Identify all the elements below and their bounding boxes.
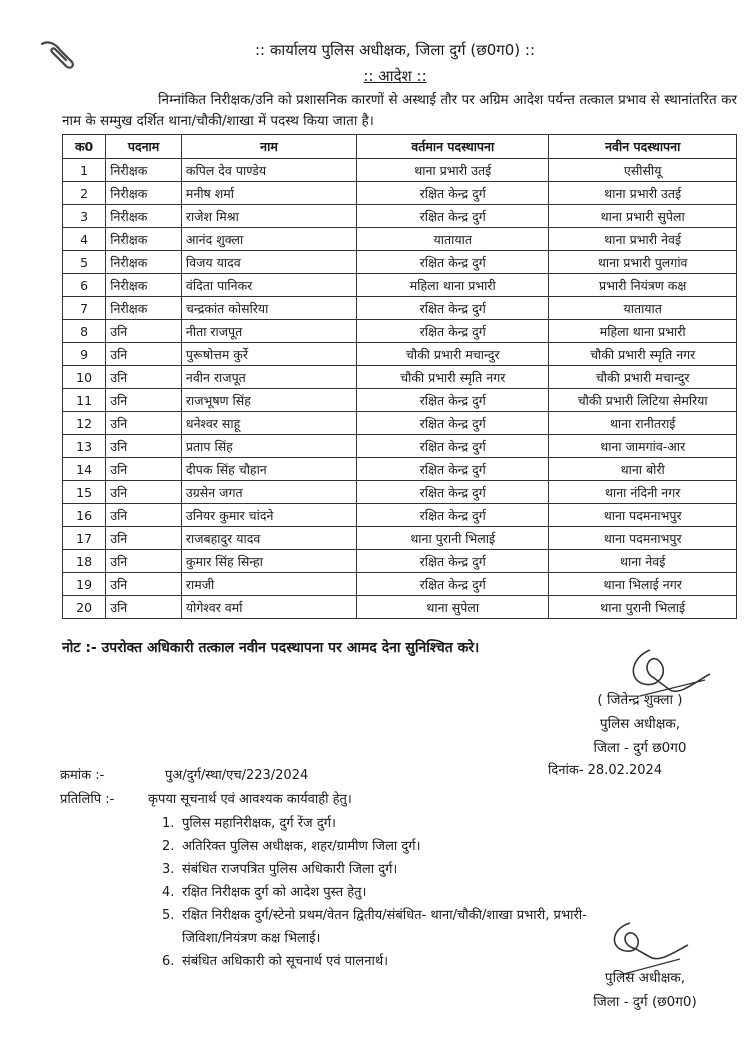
signatory-2-designation: पुलिस अधीक्षक, bbox=[604, 970, 686, 986]
transfer-table bbox=[62, 134, 737, 619]
table-row bbox=[63, 159, 737, 182]
table-row bbox=[63, 182, 737, 205]
cell-new-posting: थाना प्रभारी नेवई bbox=[549, 228, 737, 251]
cell-rank: उनि bbox=[106, 527, 182, 550]
cell-current-posting: रक्षित केन्द्र दुर्ग bbox=[357, 205, 549, 228]
cell-current-posting: महिला थाना प्रभारी bbox=[357, 274, 549, 297]
list-item bbox=[162, 812, 732, 835]
cell-new-posting: थाना पुरानी भिलाई bbox=[549, 596, 737, 619]
cell-serial: 18 bbox=[63, 550, 106, 573]
cell-name: राजबहादुर यादव bbox=[181, 527, 356, 550]
cell-rank: निरीक्षक bbox=[106, 274, 182, 297]
cell-name: राजभूषण सिंह bbox=[181, 389, 356, 412]
table-row bbox=[63, 458, 737, 481]
cell-new-posting: थाना जामगांव-आर bbox=[549, 435, 737, 458]
cell-name: मनीष शर्मा bbox=[181, 182, 356, 205]
cell-rank: निरीक्षक bbox=[106, 297, 182, 320]
cell-new-posting: चौकी प्रभारी स्मृति नगर bbox=[549, 343, 737, 366]
table-row bbox=[63, 251, 737, 274]
cell-new-posting: थाना प्रभारी पुलगांव bbox=[549, 251, 737, 274]
office-heading: :: कार्यालय पुलिस अधीक्षक, जिला दुर्ग (छ0ग0) :: bbox=[254, 41, 535, 59]
list-item-number: 3. bbox=[162, 862, 175, 877]
table-row bbox=[63, 412, 737, 435]
list-item bbox=[162, 835, 732, 858]
cell-rank: उनि bbox=[106, 435, 182, 458]
col-name: नाम bbox=[181, 135, 356, 159]
list-item-text: रक्षित निरीक्षक दुर्ग को आदेश पुस्त हेतु। bbox=[182, 885, 367, 900]
table-row bbox=[63, 504, 737, 527]
table-header-row bbox=[63, 135, 737, 159]
cell-serial: 1 bbox=[63, 159, 106, 182]
cell-new-posting: चौकी प्रभारी मचान्दुर bbox=[549, 366, 737, 389]
note-text: नोट :- उपरोक्त अधिकारी तत्काल नवीन पदस्थापना पर आमद देना सुनिश्चित करे। bbox=[62, 640, 480, 656]
list-item bbox=[162, 881, 732, 904]
ref-number: पुअ/दुर्ग/स्था/एच/223/2024 bbox=[165, 768, 309, 783]
copy-intro: कृपया सूचनार्थ एवं आवश्यक कार्यवाही हेतु। bbox=[148, 792, 352, 807]
cell-rank: उनि bbox=[106, 481, 182, 504]
order-intro: निम्नांकित निरीक्षक/उनि को प्रशासनिक कारणों से अस्थाई तौर पर अग्रिम आदेश पर्यन्त तत्काल प्रभाव से स्थानांतरित कर नाम के सम्मुख दर्शित थाना/चौकी/शाखा में पदस्थ किया जाता है। bbox=[62, 92, 737, 129]
col-new-posting: नवीन पदस्थापना bbox=[549, 135, 737, 159]
cell-serial: 19 bbox=[63, 573, 106, 596]
cell-current-posting: रक्षित केन्द्र दुर्ग bbox=[357, 573, 549, 596]
cell-name: कुमार सिंह सिन्हा bbox=[181, 550, 356, 573]
table-row bbox=[63, 343, 737, 366]
cell-new-posting: थाना प्रभारी उतई bbox=[549, 182, 737, 205]
cell-rank: निरीक्षक bbox=[106, 228, 182, 251]
cell-new-posting: थाना पदमनाभपुर bbox=[549, 504, 737, 527]
cell-rank: उनि bbox=[106, 320, 182, 343]
table-row bbox=[63, 389, 737, 412]
cell-new-posting: थाना नेवई bbox=[549, 550, 737, 573]
ref-date: दिनांक- 28.02.2024 bbox=[548, 763, 663, 778]
cell-name: प्रताप सिंह bbox=[181, 435, 356, 458]
list-item-text: संबंधित अधिकारी को सूचनार्थ एवं पालनार्थ। bbox=[182, 954, 389, 969]
cell-current-posting: थाना सुपेला bbox=[357, 596, 549, 619]
cell-rank: उनि bbox=[106, 573, 182, 596]
list-item-number: 5. bbox=[162, 908, 175, 923]
table-body bbox=[63, 159, 737, 619]
cell-current-posting: रक्षित केन्द्र दुर्ग bbox=[357, 297, 549, 320]
cell-name: कपिल देव पाण्डेय bbox=[181, 159, 356, 182]
order-heading: :: आदेश :: bbox=[363, 67, 427, 85]
cell-rank: उनि bbox=[106, 504, 182, 527]
list-item-number: 1. bbox=[162, 816, 175, 831]
cell-rank: निरीक्षक bbox=[106, 159, 182, 182]
cell-new-posting: थाना प्रभारी सुपेला bbox=[549, 205, 737, 228]
list-item-text: रक्षित निरीक्षक दुर्ग/स्टेनो प्रथम/वेतन द्वितीय/संबंधित- थाना/चौकी/शाखा प्रभारी, प्रभारी- bbox=[182, 908, 587, 923]
cell-new-posting: थाना बोरी bbox=[549, 458, 737, 481]
cell-rank: उनि bbox=[106, 389, 182, 412]
cell-name: वंदिता पानिकर bbox=[181, 274, 356, 297]
table-row bbox=[63, 274, 737, 297]
cell-name: आनंद शुक्ला bbox=[181, 228, 356, 251]
cell-serial: 9 bbox=[63, 343, 106, 366]
cell-rank: उनि bbox=[106, 412, 182, 435]
cell-current-posting: रक्षित केन्द्र दुर्ग bbox=[357, 550, 549, 573]
cell-current-posting: रक्षित केन्द्र दुर्ग bbox=[357, 412, 549, 435]
cell-serial: 15 bbox=[63, 481, 106, 504]
cell-serial: 5 bbox=[63, 251, 106, 274]
table-row bbox=[63, 481, 737, 504]
cell-name: विजय यादव bbox=[181, 251, 356, 274]
cell-serial: 6 bbox=[63, 274, 106, 297]
cell-name: नवीन राजपूत bbox=[181, 366, 356, 389]
cell-serial: 12 bbox=[63, 412, 106, 435]
signatory-1-designation: पुलिस अधीक्षक, bbox=[599, 716, 681, 732]
cell-rank: उनि bbox=[106, 550, 182, 573]
cell-rank: निरीक्षक bbox=[106, 205, 182, 228]
cell-name: पुरूषोत्तम कुर्रे bbox=[181, 343, 356, 366]
cell-current-posting: रक्षित केन्द्र दुर्ग bbox=[357, 458, 549, 481]
list-item-number: 6. bbox=[162, 954, 175, 969]
table-row bbox=[63, 205, 737, 228]
list-item-number: 2. bbox=[162, 839, 175, 854]
cell-serial: 7 bbox=[63, 297, 106, 320]
table-row bbox=[63, 320, 737, 343]
table-row bbox=[63, 527, 737, 550]
cell-serial: 2 bbox=[63, 182, 106, 205]
cell-current-posting: चौकी प्रभारी स्मृति नगर bbox=[357, 366, 549, 389]
cell-current-posting: रक्षित केन्द्र दुर्ग bbox=[357, 251, 549, 274]
cell-new-posting: महिला थाना प्रभारी bbox=[549, 320, 737, 343]
cell-serial: 17 bbox=[63, 527, 106, 550]
table-row bbox=[63, 573, 737, 596]
cell-current-posting: यातायात bbox=[357, 228, 549, 251]
cell-new-posting: थाना पदमनाभपुर bbox=[549, 527, 737, 550]
cell-rank: उनि bbox=[106, 458, 182, 481]
cell-name: उग्रसेन जगत bbox=[181, 481, 356, 504]
cell-name: उनियर कुमार चांदने bbox=[181, 504, 356, 527]
table-row bbox=[63, 550, 737, 573]
cell-serial: 13 bbox=[63, 435, 106, 458]
cell-rank: उनि bbox=[106, 596, 182, 619]
cell-new-posting: थाना भिलाई नगर bbox=[549, 573, 737, 596]
cell-new-posting: यातायात bbox=[549, 297, 737, 320]
list-item-text: जिविशा/नियंत्रण कक्ष भिलाई। bbox=[182, 931, 321, 946]
cell-name: दीपक सिंह चौहान bbox=[181, 458, 356, 481]
cell-rank: उनि bbox=[106, 366, 182, 389]
cell-serial: 8 bbox=[63, 320, 106, 343]
cell-current-posting: रक्षित केन्द्र दुर्ग bbox=[357, 504, 549, 527]
ref-label: क्रमांक :- bbox=[60, 768, 105, 783]
cell-name: योगेश्वर वर्मा bbox=[181, 596, 356, 619]
col-rank: पदनाम bbox=[106, 135, 182, 159]
signatory-2-district: जिला - दुर्ग (छ0ग0) bbox=[593, 994, 697, 1010]
cell-current-posting: रक्षित केन्द्र दुर्ग bbox=[357, 389, 549, 412]
table-row bbox=[63, 297, 737, 320]
signatory-1-name: ( जितेन्द्र शुक्ला ) bbox=[597, 692, 683, 708]
cell-current-posting: थाना प्रभारी उतई bbox=[357, 159, 549, 182]
cell-name: राजेश मिश्रा bbox=[181, 205, 356, 228]
cell-current-posting: रक्षित केन्द्र दुर्ग bbox=[357, 481, 549, 504]
col-current-posting: वर्तमान पदस्थापना bbox=[357, 135, 549, 159]
list-item-text: संबंधित राजपत्रित पुलिस अधिकारी जिला दुर्ग। bbox=[182, 862, 398, 877]
list-item-text: अतिरिक्त पुलिस अधीक्षक, शहर/ग्रामीण जिला दुर्ग। bbox=[182, 839, 421, 854]
cell-rank: उनि bbox=[106, 343, 182, 366]
table-row bbox=[63, 366, 737, 389]
col-serial: क0 bbox=[63, 135, 106, 159]
cell-current-posting: चौकी प्रभारी मचान्दुर bbox=[357, 343, 549, 366]
cell-serial: 16 bbox=[63, 504, 106, 527]
list-item-text: पुलिस महानिरीक्षक, दुर्ग रेंज दुर्ग। bbox=[182, 816, 336, 831]
cell-rank: निरीक्षक bbox=[106, 251, 182, 274]
cell-current-posting: रक्षित केन्द्र दुर्ग bbox=[357, 435, 549, 458]
list-item-number: 4. bbox=[162, 885, 175, 900]
cell-new-posting: थाना नंदिनी नगर bbox=[549, 481, 737, 504]
cell-serial: 10 bbox=[63, 366, 106, 389]
signatory-1-district: जिला - दुर्ग छ0ग0 bbox=[593, 740, 687, 756]
table-row bbox=[63, 596, 737, 619]
table-row bbox=[63, 435, 737, 458]
signatory-2-block bbox=[565, 966, 725, 1014]
cell-serial: 20 bbox=[63, 596, 106, 619]
signatory-1-block bbox=[560, 688, 720, 760]
copy-label: प्रतिलिपि :- bbox=[60, 792, 115, 807]
cell-serial: 4 bbox=[63, 228, 106, 251]
cell-rank: निरीक्षक bbox=[106, 182, 182, 205]
cell-current-posting: रक्षित केन्द्र दुर्ग bbox=[357, 182, 549, 205]
table-row bbox=[63, 228, 737, 251]
cell-current-posting: रक्षित केन्द्र दुर्ग bbox=[357, 320, 549, 343]
cell-name: चन्द्रकांत कोसरिया bbox=[181, 297, 356, 320]
cell-new-posting: चौकी प्रभारी लिटिया सेमरिया bbox=[549, 389, 737, 412]
cell-serial: 11 bbox=[63, 389, 106, 412]
cell-serial: 3 bbox=[63, 205, 106, 228]
cell-current-posting: थाना पुरानी भिलाई bbox=[357, 527, 549, 550]
cell-new-posting: थाना रानीतराई bbox=[549, 412, 737, 435]
cell-serial: 14 bbox=[63, 458, 106, 481]
list-item bbox=[162, 858, 732, 881]
cell-new-posting: एसीसीयू bbox=[549, 159, 737, 182]
cell-name: धनेश्वर साहू bbox=[181, 412, 356, 435]
cell-name: रामजी bbox=[181, 573, 356, 596]
cell-name: नीता राजपूत bbox=[181, 320, 356, 343]
cell-new-posting: प्रभारी नियंत्रण कक्ष bbox=[549, 274, 737, 297]
